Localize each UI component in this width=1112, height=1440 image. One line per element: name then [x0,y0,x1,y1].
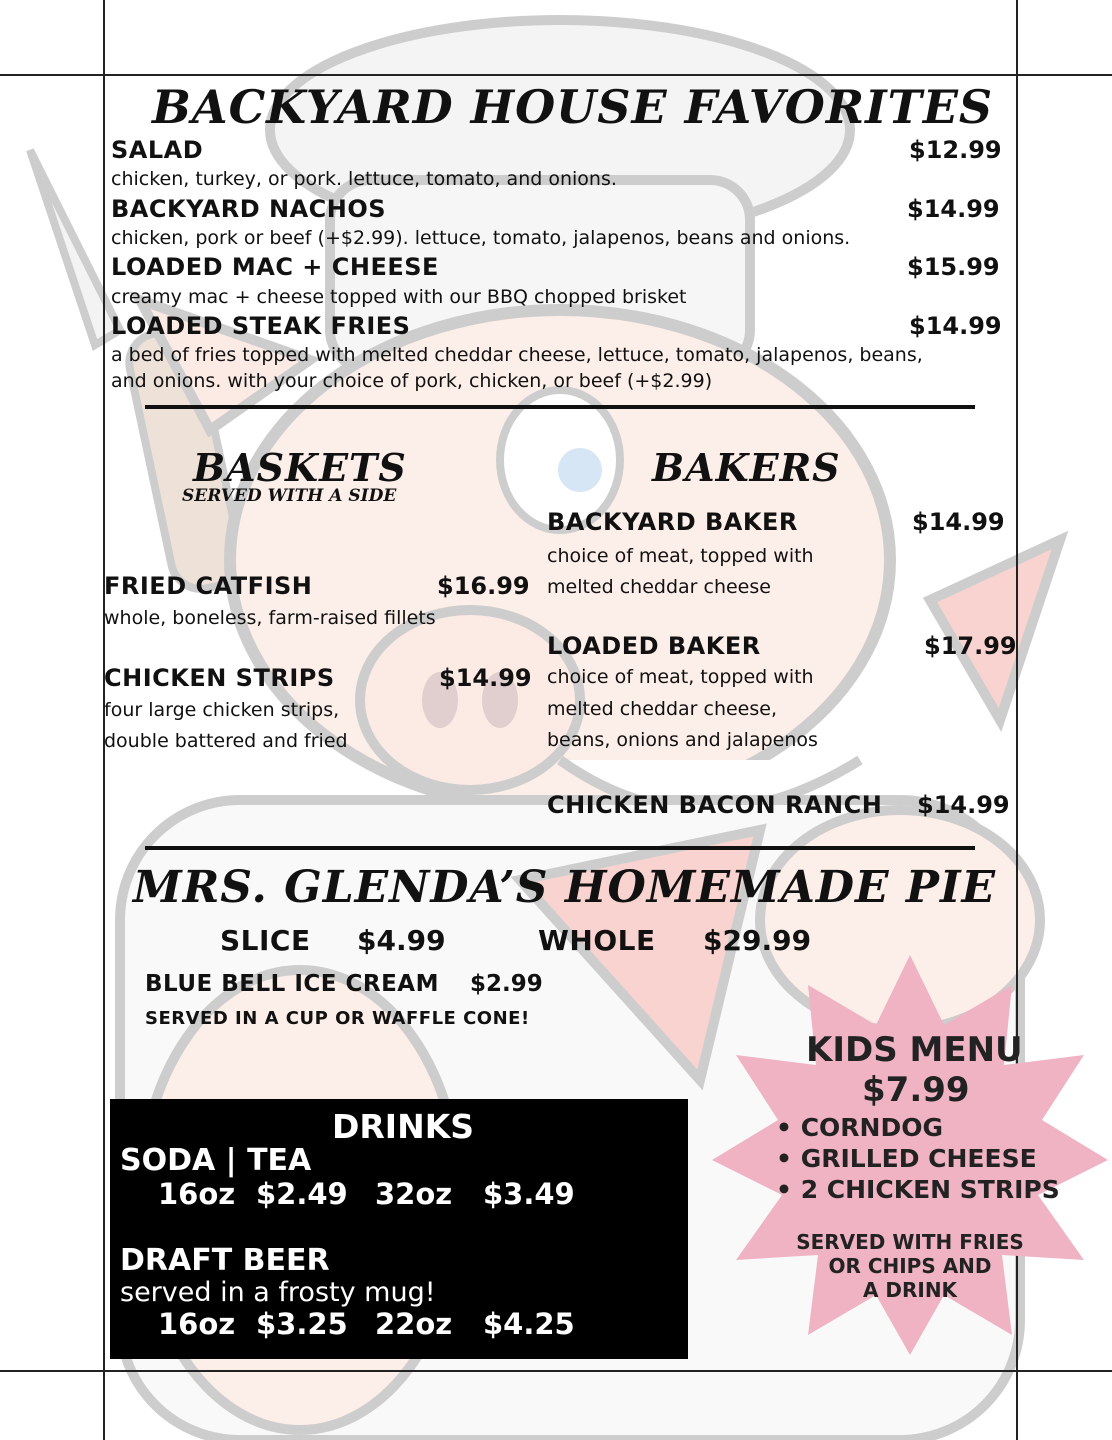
steak-fries-name: LOADED STEAK FRIES [111,312,411,340]
loaded-baker-desc-line1: choice of meat, topped with [547,666,814,688]
loaded-baker-desc-line2: melted cheddar cheese, [547,698,778,720]
draft-beer-label: DRAFT BEER [120,1243,330,1278]
mac-cheese-name: LOADED MAC + CHEESE [111,253,439,281]
beer-price-2: $4.25 [483,1307,575,1341]
crop-line-top [0,74,1112,76]
chicken-strips-name: CHICKEN STRIPS [104,664,335,692]
kids-item-3: • 2 CHICKEN STRIPS [776,1175,1060,1204]
beer-size-1: 16oz [158,1307,236,1341]
kids-note-line2: OR CHIPS AND [828,1254,992,1278]
soda-size-1: 16oz [158,1177,236,1211]
soda-size-2: 32oz [375,1177,453,1211]
loaded-baker-name: LOADED BAKER [547,632,761,660]
pie-whole-label: WHOLE [538,924,656,957]
section-divider-1 [145,405,975,409]
drinks-title: DRINKS [332,1107,475,1146]
soda-price-2: $3.49 [483,1177,575,1211]
kids-item-2-label: GRILLED CHEESE [800,1144,1037,1173]
pie-title: MRS. GLENDA’S HOMEMADE PIE [133,862,997,913]
kids-item-3-label: 2 CHICKEN STRIPS [800,1175,1060,1204]
nachos-desc: chicken, pork or beef (+$2.99). lettuce, tomato, jalapenos, beans and onions. [111,227,851,249]
kids-item-2: • GRILLED CHEESE [776,1144,1037,1173]
ice-cream-note: SERVED IN A CUP OR WAFFLE CONE! [145,1008,530,1029]
chicken-strips-desc-line1: four large chicken strips, [104,699,340,721]
baskets-subtitle: SERVED WITH A SIDE [182,486,397,506]
ice-cream-price: $2.99 [470,971,543,997]
chicken-bacon-ranch-name: CHICKEN BACON RANCH [547,791,883,819]
chicken-strips-price: $14.99 [439,664,532,692]
chicken-strips-desc-line2: double battered and fried [104,730,348,752]
pie-slice-price: $4.99 [357,924,446,957]
kids-item-1: • CORNDOG [776,1113,943,1142]
pie-whole-price: $29.99 [703,924,812,957]
kids-note-line1: SERVED WITH FRIES [796,1230,1024,1254]
mac-cheese-price: $15.99 [907,253,1000,281]
kids-menu-price: $7.99 [862,1070,970,1110]
ice-cream-label: BLUE BELL ICE CREAM [145,971,439,997]
drinks-panel [110,1099,688,1359]
steak-fries-desc-line2: and onions. with your choice of pork, chicken, or beef (+$2.99) [111,370,713,392]
catfish-price: $16.99 [437,572,530,600]
steak-fries-price: $14.99 [909,312,1002,340]
kids-menu-title: KIDS MENU [806,1030,1023,1070]
salad-desc: chicken, turkey, or pork. lettuce, tomato, and onions. [111,168,617,190]
backyard-baker-name: BACKYARD BAKER [547,508,798,536]
mac-cheese-desc: creamy mac + cheese topped with our BBQ chopped brisket [111,286,687,308]
loaded-baker-price: $17.99 [924,632,1017,660]
kids-item-1-label: CORNDOG [800,1113,943,1142]
backyard-baker-desc-line2: melted cheddar cheese [547,576,771,598]
soda-tea-label: SODA | TEA [120,1143,312,1178]
loaded-baker-desc-line3: beans, onions and jalapenos [547,729,818,751]
draft-beer-note: served in a frosty mug! [120,1277,436,1308]
chicken-bacon-ranch-price: $14.99 [917,791,1010,819]
house-favorites-title: BACKYARD HOUSE FAVORITES [152,80,994,134]
pie-slice-label: SLICE [220,924,311,957]
salad-name: SALAD [111,136,204,164]
beer-size-2: 22oz [375,1307,453,1341]
baskets-title: BASKETS [193,445,407,490]
crop-line-bottom [0,1370,1112,1372]
soda-price-1: $2.49 [256,1177,348,1211]
backyard-baker-desc-line1: choice of meat, topped with [547,545,814,567]
beer-price-1: $3.25 [256,1307,348,1341]
bakers-title: BAKERS [652,445,841,490]
section-divider-2 [145,846,975,850]
salad-price: $12.99 [909,136,1002,164]
nachos-name: BACKYARD NACHOS [111,195,387,223]
nachos-price: $14.99 [907,195,1000,223]
kids-note-line3: A DRINK [862,1278,958,1302]
catfish-desc: whole, boneless, farm-raised fillets [104,607,436,629]
catfish-name: FRIED CATFISH [104,572,313,600]
backyard-baker-price: $14.99 [912,508,1005,536]
steak-fries-desc-line1: a bed of fries topped with melted cheddar cheese, lettuce, tomato, jalapenos, beans, [111,344,923,366]
